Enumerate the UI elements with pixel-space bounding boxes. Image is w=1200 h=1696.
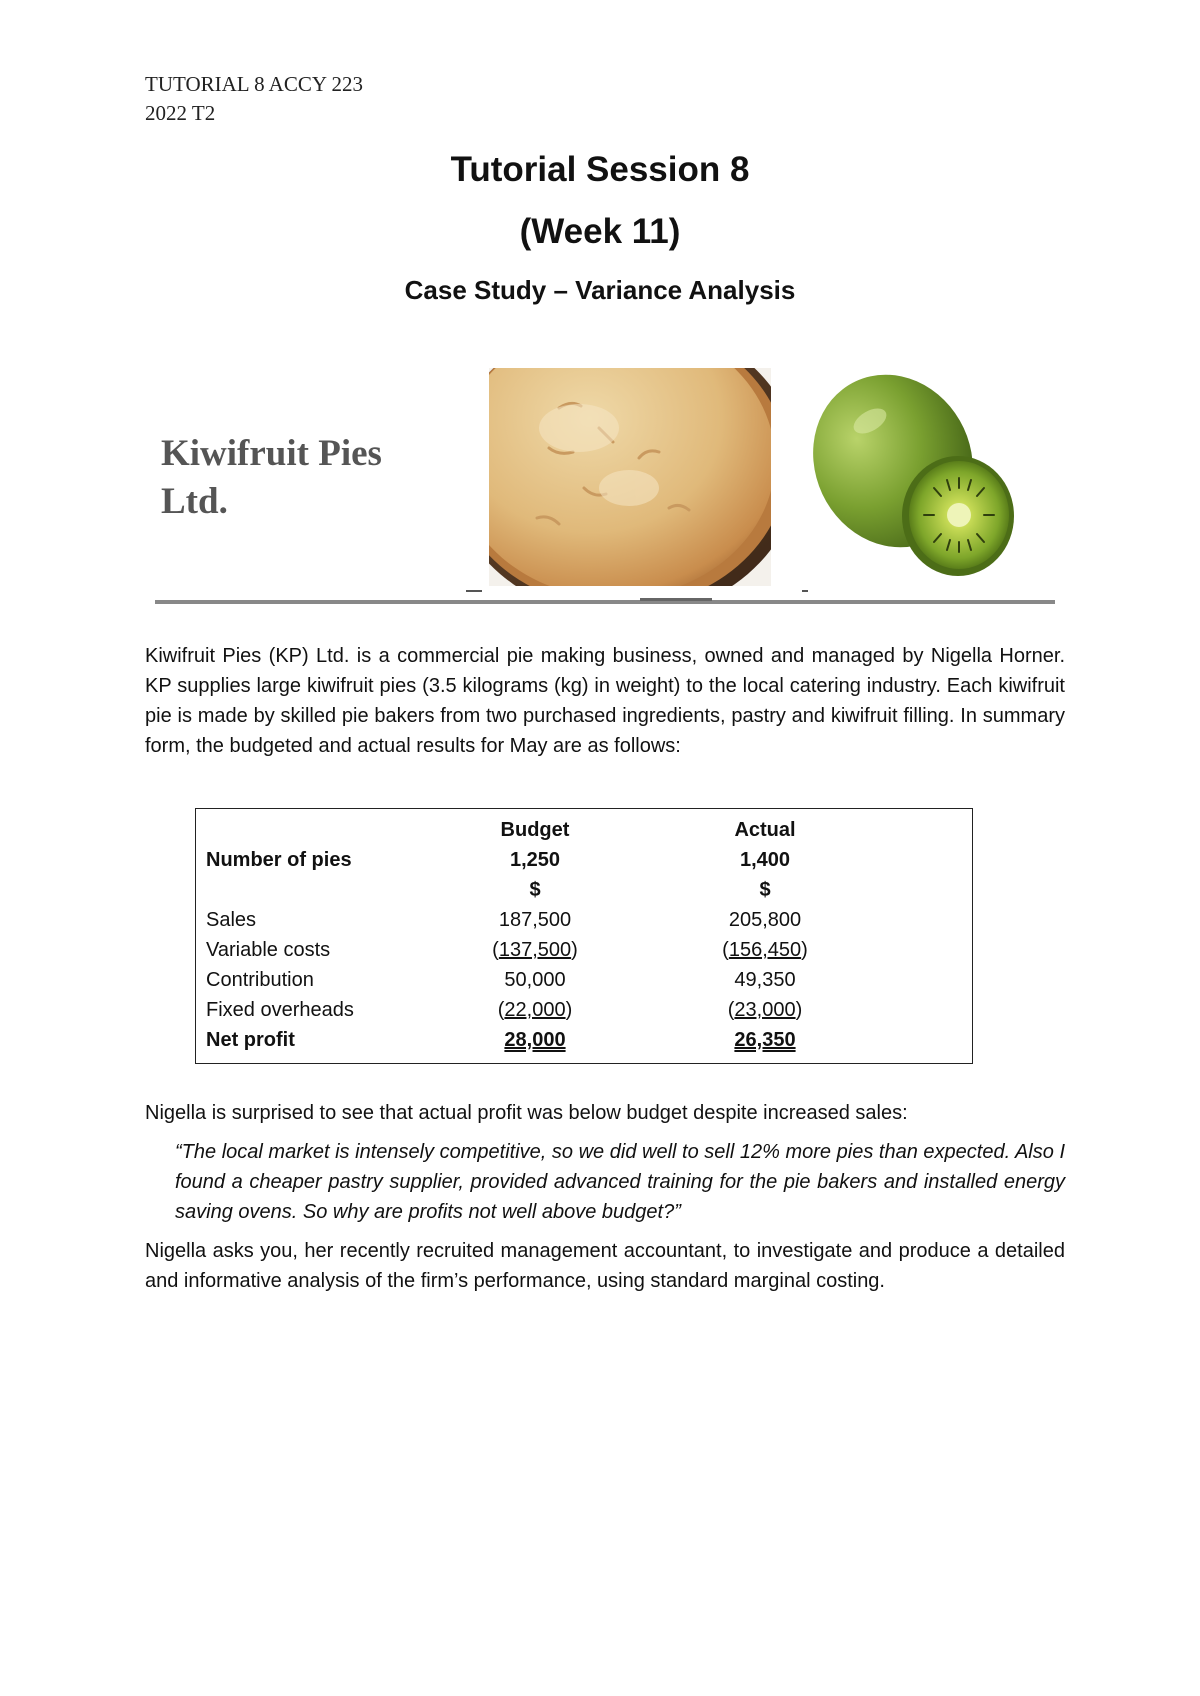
week-title: (Week 11): [519, 212, 681, 251]
actual-number-of-pies: 1,400: [739, 849, 791, 871]
company-logo-text: [161, 430, 461, 526]
company-name-line2: Ltd.: [161, 481, 228, 522]
actual-header: Actual: [734, 819, 796, 841]
owner-quote: “The local market is intensely competitive, so we did well to sell 12% more pies than expected. Also I found a cheaper pastry supplier, provided advanced training for the pie bakers and installed energy saving ovens. So why are profits not well above budget?”: [175, 1141, 1065, 1223]
kiwifruit-photo: [808, 366, 1024, 586]
pie-photo: [489, 368, 771, 586]
actual-fixed-overheads: (23,000): [727, 999, 803, 1021]
row-label-fixed-overheads: Fixed overheads: [206, 999, 354, 1021]
budget-header: Budget: [500, 819, 570, 841]
budget-sales: 187,500: [498, 909, 572, 931]
header-course-line: TUTORIAL 8 ACCY 223: [145, 72, 363, 96]
actual-currency: $: [759, 879, 771, 901]
company-name-line1: Kiwifruit Pies: [161, 433, 382, 474]
page-title: Tutorial Session 8: [450, 150, 750, 189]
results-table: [195, 808, 973, 1064]
budget-net-profit: 28,000: [504, 1029, 566, 1051]
header-divider-accent: [640, 598, 712, 601]
case-study-subtitle: Case Study – Variance Analysis: [404, 275, 796, 305]
budget-number-of-pies: 1,250: [509, 849, 561, 871]
budget-contribution: 50,000: [504, 969, 566, 991]
row-label-variable-costs: Variable costs: [206, 939, 331, 961]
row-label-net-profit: Net profit: [206, 1029, 295, 1051]
surprise-paragraph: Nigella is surprised to see that actual profit was below budget despite increased sales:: [145, 1102, 908, 1124]
budget-fixed-overheads: (22,000): [497, 999, 573, 1021]
budget-variable-costs: (137,500): [492, 939, 578, 961]
budget-currency: $: [529, 879, 541, 901]
intro-paragraph: Kiwifruit Pies (KP) Ltd. is a commercial pie making business, owned and managed by Nigella Horner. KP supplies large kiwifruit pies (3.5 kilograms (kg) in weight) to the local catering industry. Each kiwifruit pie is made by skilled pie bakers from two purchased ingredients, pastry and kiwifruit filling. In summary form, the budgeted and actual results for May are as follows:: [145, 645, 1065, 757]
actual-variable-costs: (156,450): [722, 939, 808, 961]
decorative-tick-left: [466, 590, 482, 592]
row-label-contribution: Contribution: [206, 969, 314, 991]
row-label-number-of-pies: Number of pies: [206, 849, 352, 871]
actual-net-profit: 26,350: [734, 1029, 796, 1051]
header-term-line: 2022 T2: [145, 101, 216, 125]
row-label-sales: Sales: [206, 909, 257, 931]
decorative-tick-right: [802, 590, 808, 592]
actual-sales: 205,800: [728, 909, 802, 931]
actual-contribution: 49,350: [734, 969, 796, 991]
task-paragraph: Nigella asks you, her recently recruited management accountant, to investigate and produce a detailed and informative analysis of the firm’s performance, using standard marginal costing.: [145, 1240, 1065, 1292]
document-header: [145, 70, 363, 128]
header-divider: [155, 600, 1055, 604]
